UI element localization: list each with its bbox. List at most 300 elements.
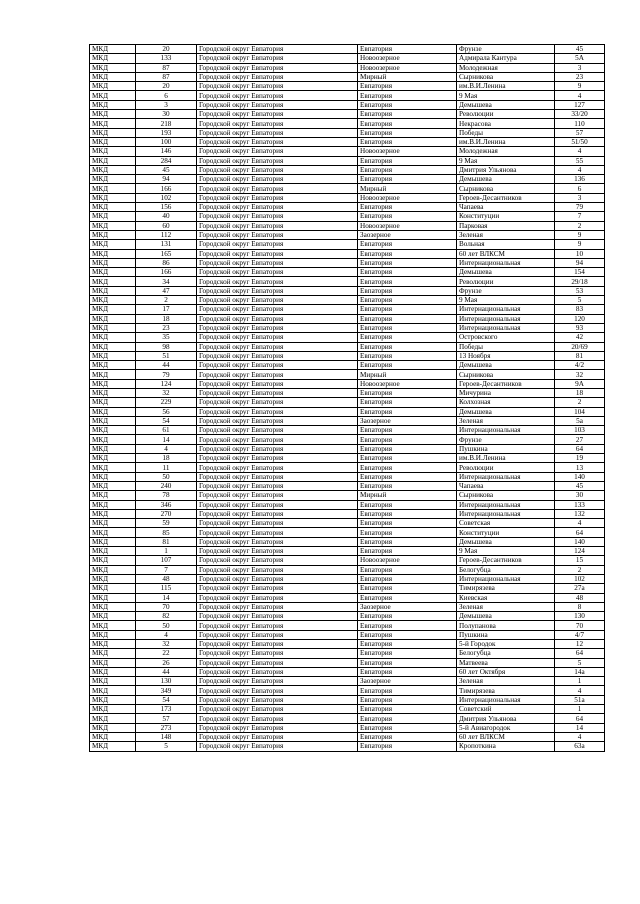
settlement-cell: Евпатория (358, 435, 457, 444)
table-row (90, 416, 605, 425)
district-cell: Городской округ Евпатория (197, 156, 358, 165)
table-row (90, 658, 605, 667)
house-number-cell: 9А (555, 379, 605, 388)
table-row (90, 723, 605, 732)
district-cell: Городской округ Евпатория (197, 314, 358, 323)
district-cell: Городской округ Евпатория (197, 240, 358, 249)
table-row (90, 519, 605, 528)
street-cell: Сырникова (457, 184, 555, 193)
table-row (90, 472, 605, 481)
house-number-cell: 5А (555, 54, 605, 63)
district-cell: Городской округ Евпатория (197, 388, 358, 397)
house-number-cell: 27 (555, 435, 605, 444)
settlement-cell: Евпатория (358, 286, 457, 295)
building-type-cell: МКД (90, 407, 136, 416)
table-row (90, 91, 605, 100)
street-cell: Советская (457, 519, 555, 528)
building-type-cell: МКД (90, 686, 136, 695)
house-number-cell: 20/69 (555, 342, 605, 351)
district-cell: Городской округ Евпатория (197, 100, 358, 109)
record-number-cell: 22 (136, 649, 197, 658)
building-type-cell: МКД (90, 82, 136, 91)
house-number-cell: 3 (555, 63, 605, 72)
building-type-cell: МКД (90, 119, 136, 128)
house-number-cell: 4 (555, 165, 605, 174)
settlement-cell: Новоозерное (358, 193, 457, 202)
district-cell: Городской округ Евпатория (197, 370, 358, 379)
building-type-cell: МКД (90, 537, 136, 546)
record-number-cell: 44 (136, 667, 197, 676)
record-number-cell: 44 (136, 361, 197, 370)
house-number-cell: 120 (555, 314, 605, 323)
table-row (90, 193, 605, 202)
street-cell: Дмитрия Ульянова (457, 165, 555, 174)
record-number-cell: 166 (136, 184, 197, 193)
building-type-cell: МКД (90, 230, 136, 239)
building-type-cell: МКД (90, 565, 136, 574)
table-row (90, 333, 605, 342)
house-number-cell: 140 (555, 472, 605, 481)
table-row (90, 454, 605, 463)
table-row (90, 593, 605, 602)
street-cell: Дмитрия Ульянова (457, 714, 555, 723)
house-number-cell: 93 (555, 323, 605, 332)
building-type-cell: МКД (90, 91, 136, 100)
settlement-cell: Евпатория (358, 175, 457, 184)
house-number-cell: 79 (555, 203, 605, 212)
house-number-cell: 55 (555, 156, 605, 165)
street-cell: 9 Мая (457, 91, 555, 100)
table-row (90, 82, 605, 91)
district-cell: Городской округ Евпатория (197, 128, 358, 137)
settlement-cell: Новоозерное (358, 556, 457, 565)
record-number-cell: 17 (136, 305, 197, 314)
record-number-cell: 240 (136, 481, 197, 490)
record-number-cell: 7 (136, 565, 197, 574)
settlement-cell: Евпатория (358, 574, 457, 583)
building-type-cell: МКД (90, 705, 136, 714)
street-cell: Молодежная (457, 63, 555, 72)
building-type-cell: МКД (90, 305, 136, 314)
house-number-cell: 103 (555, 426, 605, 435)
building-type-cell: МКД (90, 333, 136, 342)
house-number-cell: 5 (555, 296, 605, 305)
house-number-cell: 1 (555, 677, 605, 686)
district-cell: Городской округ Евпатория (197, 519, 358, 528)
building-type-cell: МКД (90, 491, 136, 500)
record-number-cell: 32 (136, 640, 197, 649)
record-number-cell: 20 (136, 82, 197, 91)
house-number-cell: 81 (555, 351, 605, 360)
record-number-cell: 79 (136, 370, 197, 379)
settlement-cell: Заозерное (358, 230, 457, 239)
street-cell: Зеленая (457, 602, 555, 611)
settlement-cell: Евпатория (358, 705, 457, 714)
district-cell: Городской округ Евпатория (197, 398, 358, 407)
table-row (90, 509, 605, 518)
street-cell: 9 Мая (457, 296, 555, 305)
district-cell: Городской округ Евпатория (197, 444, 358, 453)
building-type-cell: МКД (90, 221, 136, 230)
house-number-cell: 4 (555, 147, 605, 156)
district-cell: Городской округ Евпатория (197, 565, 358, 574)
settlement-cell: Евпатория (358, 398, 457, 407)
building-type-cell: МКД (90, 416, 136, 425)
street-cell: Интернациональная (457, 426, 555, 435)
settlement-cell: Евпатория (358, 481, 457, 490)
street-cell: Тимирязева (457, 686, 555, 695)
building-type-cell: МКД (90, 370, 136, 379)
house-number-cell: 14 (555, 723, 605, 732)
house-number-cell: 42 (555, 333, 605, 342)
district-cell: Городской округ Евпатория (197, 193, 358, 202)
table-row (90, 537, 605, 546)
table-row (90, 258, 605, 267)
house-number-cell: 132 (555, 509, 605, 518)
table-row (90, 463, 605, 472)
table-row (90, 323, 605, 332)
house-number-cell: 4 (555, 686, 605, 695)
street-cell: Победы (457, 128, 555, 137)
table-row (90, 426, 605, 435)
settlement-cell: Евпатория (358, 119, 457, 128)
house-number-cell: 51/50 (555, 137, 605, 146)
settlement-cell: Евпатория (358, 361, 457, 370)
settlement-cell: Новоозерное (358, 379, 457, 388)
table-row (90, 54, 605, 63)
record-number-cell: 86 (136, 258, 197, 267)
record-number-cell: 11 (136, 463, 197, 472)
district-cell: Городской округ Евпатория (197, 547, 358, 556)
building-type-cell: МКД (90, 463, 136, 472)
record-number-cell: 48 (136, 574, 197, 583)
building-type-cell: МКД (90, 723, 136, 732)
district-cell: Городской округ Евпатория (197, 119, 358, 128)
street-cell: Советский (457, 705, 555, 714)
street-cell: Зеленая (457, 230, 555, 239)
house-number-cell: 14а (555, 667, 605, 676)
house-number-cell: 45 (555, 481, 605, 490)
settlement-cell: Евпатория (358, 463, 457, 472)
street-cell: Демышева (457, 361, 555, 370)
house-number-cell: 127 (555, 100, 605, 109)
record-number-cell: 115 (136, 584, 197, 593)
house-number-cell: 2 (555, 565, 605, 574)
district-cell: Городской округ Евпатория (197, 277, 358, 286)
district-cell: Городской округ Евпатория (197, 258, 358, 267)
building-type-cell: МКД (90, 640, 136, 649)
settlement-cell: Заозерное (358, 416, 457, 425)
building-type-cell: МКД (90, 110, 136, 119)
record-number-cell: 4 (136, 630, 197, 639)
table-row (90, 119, 605, 128)
record-number-cell: 2 (136, 296, 197, 305)
district-cell: Городской округ Евпатория (197, 593, 358, 602)
district-cell: Городской округ Евпатория (197, 351, 358, 360)
record-number-cell: 6 (136, 91, 197, 100)
table-row (90, 230, 605, 239)
house-number-cell: 57 (555, 128, 605, 137)
street-cell: Матвеева (457, 658, 555, 667)
building-type-cell: МКД (90, 714, 136, 723)
table-row (90, 351, 605, 360)
table-row (90, 435, 605, 444)
street-cell: Интернациональная (457, 472, 555, 481)
table-row (90, 63, 605, 72)
street-cell: 5-й Городок (457, 640, 555, 649)
building-type-cell: МКД (90, 500, 136, 509)
house-number-cell: 9 (555, 230, 605, 239)
record-number-cell: 273 (136, 723, 197, 732)
district-cell: Городской округ Евпатория (197, 203, 358, 212)
table-row (90, 147, 605, 156)
table-row (90, 714, 605, 723)
record-number-cell: 100 (136, 137, 197, 146)
street-cell: Интернациональная (457, 314, 555, 323)
settlement-cell: Евпатория (358, 258, 457, 267)
building-type-cell: МКД (90, 268, 136, 277)
record-number-cell: 107 (136, 556, 197, 565)
record-number-cell: 349 (136, 686, 197, 695)
building-type-cell: МКД (90, 128, 136, 137)
house-number-cell: 9 (555, 82, 605, 91)
table-row (90, 705, 605, 714)
settlement-cell: Евпатория (358, 500, 457, 509)
record-number-cell: 193 (136, 128, 197, 137)
building-type-cell: МКД (90, 351, 136, 360)
house-number-cell: 32 (555, 370, 605, 379)
settlement-cell: Евпатория (358, 695, 457, 704)
district-cell: Городской округ Евпатория (197, 333, 358, 342)
building-type-cell: МКД (90, 286, 136, 295)
street-cell: Островского (457, 333, 555, 342)
house-number-cell: 70 (555, 621, 605, 630)
table-row (90, 388, 605, 397)
table-body (90, 45, 605, 752)
street-cell: Революции (457, 463, 555, 472)
table-row (90, 695, 605, 704)
table-row (90, 444, 605, 453)
table-row (90, 128, 605, 137)
house-number-cell: 63а (555, 742, 605, 751)
building-type-cell: МКД (90, 574, 136, 583)
record-number-cell: 54 (136, 416, 197, 425)
house-number-cell: 133 (555, 500, 605, 509)
settlement-cell: Евпатория (358, 426, 457, 435)
building-type-cell: МКД (90, 426, 136, 435)
record-number-cell: 85 (136, 528, 197, 537)
record-number-cell: 61 (136, 426, 197, 435)
settlement-cell: Евпатория (358, 296, 457, 305)
district-cell: Городской округ Евпатория (197, 481, 358, 490)
table-row (90, 649, 605, 658)
table-row (90, 175, 605, 184)
record-number-cell: 146 (136, 147, 197, 156)
street-cell: 60 лет Октября (457, 667, 555, 676)
district-cell: Городской округ Евпатория (197, 667, 358, 676)
table-row (90, 296, 605, 305)
settlement-cell: Новоозерное (358, 221, 457, 230)
district-cell: Городской округ Евпатория (197, 426, 358, 435)
district-cell: Городской округ Евпатория (197, 732, 358, 741)
record-number-cell: 45 (136, 165, 197, 174)
building-type-cell: МКД (90, 361, 136, 370)
table-row (90, 742, 605, 751)
district-cell: Городской округ Евпатория (197, 556, 358, 565)
table-row (90, 156, 605, 165)
settlement-cell: Евпатория (358, 509, 457, 518)
record-number-cell: 133 (136, 54, 197, 63)
building-type-cell: МКД (90, 667, 136, 676)
record-number-cell: 156 (136, 203, 197, 212)
settlement-cell: Мирный (358, 370, 457, 379)
building-type-cell: МКД (90, 54, 136, 63)
street-cell: Победы (457, 342, 555, 351)
building-type-cell: МКД (90, 621, 136, 630)
table-row (90, 110, 605, 119)
record-number-cell: 50 (136, 621, 197, 630)
district-cell: Городской округ Евпатория (197, 528, 358, 537)
street-cell: Демышева (457, 100, 555, 109)
record-number-cell: 78 (136, 491, 197, 500)
settlement-cell: Заозерное (358, 602, 457, 611)
record-number-cell: 23 (136, 323, 197, 332)
record-number-cell: 112 (136, 230, 197, 239)
building-type-cell: МКД (90, 481, 136, 490)
building-type-cell: МКД (90, 547, 136, 556)
settlement-cell: Мирный (358, 491, 457, 500)
record-number-cell: 20 (136, 45, 197, 54)
building-type-cell: МКД (90, 602, 136, 611)
street-cell: Демышева (457, 268, 555, 277)
settlement-cell: Евпатория (358, 305, 457, 314)
house-number-cell: 18 (555, 388, 605, 397)
house-number-cell: 27а (555, 584, 605, 593)
settlement-cell: Евпатория (358, 649, 457, 658)
settlement-cell: Евпатория (358, 156, 457, 165)
table-row (90, 379, 605, 388)
district-cell: Городской округ Евпатория (197, 379, 358, 388)
street-cell: им.В.И.Ленина (457, 454, 555, 463)
street-cell: Зеленая (457, 416, 555, 425)
building-type-cell: МКД (90, 742, 136, 751)
district-cell: Городской округ Евпатория (197, 509, 358, 518)
house-number-cell: 104 (555, 407, 605, 416)
street-cell: Демышева (457, 612, 555, 621)
record-number-cell: 18 (136, 314, 197, 323)
settlement-cell: Евпатория (358, 528, 457, 537)
building-type-cell: МКД (90, 612, 136, 621)
building-type-cell: МКД (90, 732, 136, 741)
district-cell: Городской округ Евпатория (197, 54, 358, 63)
table-row (90, 165, 605, 174)
building-type-cell: МКД (90, 519, 136, 528)
street-cell: им.В.И.Ленина (457, 82, 555, 91)
street-cell: Конституции (457, 528, 555, 537)
record-number-cell: 5 (136, 742, 197, 751)
street-cell: Пушкина (457, 630, 555, 639)
street-cell: 60 лет ВЛКСМ (457, 732, 555, 741)
house-number-cell: 102 (555, 574, 605, 583)
building-type-cell: МКД (90, 509, 136, 518)
settlement-cell: Евпатория (358, 323, 457, 332)
settlement-cell: Евпатория (358, 732, 457, 741)
table-row (90, 45, 605, 54)
street-cell: Кропоткина (457, 742, 555, 751)
house-number-cell: 4 (555, 519, 605, 528)
settlement-cell: Евпатория (358, 212, 457, 221)
building-type-cell: МКД (90, 342, 136, 351)
settlement-cell: Евпатория (358, 268, 457, 277)
house-number-cell: 4/7 (555, 630, 605, 639)
house-number-cell: 154 (555, 268, 605, 277)
house-number-cell: 4/2 (555, 361, 605, 370)
street-cell: Белогубца (457, 649, 555, 658)
settlement-cell: Новоозерное (358, 54, 457, 63)
table-row (90, 277, 605, 286)
table-row (90, 72, 605, 81)
record-number-cell: 87 (136, 63, 197, 72)
record-number-cell: 165 (136, 249, 197, 258)
building-type-cell: МКД (90, 249, 136, 258)
building-type-cell: МКД (90, 528, 136, 537)
table-row (90, 621, 605, 630)
record-number-cell: 56 (136, 407, 197, 416)
record-number-cell: 47 (136, 286, 197, 295)
house-number-cell: 4 (555, 91, 605, 100)
table-row (90, 677, 605, 686)
settlement-cell: Евпатория (358, 658, 457, 667)
record-number-cell: 284 (136, 156, 197, 165)
district-cell: Городской округ Евпатория (197, 175, 358, 184)
street-cell: Мичурина (457, 388, 555, 397)
settlement-cell: Евпатория (358, 100, 457, 109)
street-cell: 60 лет ВЛКСМ (457, 249, 555, 258)
document-page (89, 44, 604, 752)
district-cell: Городской округ Евпатория (197, 630, 358, 639)
settlement-cell: Евпатория (358, 388, 457, 397)
building-type-cell: МКД (90, 137, 136, 146)
settlement-cell: Евпатория (358, 630, 457, 639)
street-cell: Молодежная (457, 147, 555, 156)
street-cell: Чапаева (457, 481, 555, 490)
housing-registry-table (89, 44, 605, 752)
building-type-cell: МКД (90, 193, 136, 202)
building-type-cell: МКД (90, 454, 136, 463)
street-cell: Белогубца (457, 565, 555, 574)
street-cell: Зеленая (457, 677, 555, 686)
street-cell: Тимирязева (457, 584, 555, 593)
record-number-cell: 59 (136, 519, 197, 528)
table-row (90, 481, 605, 490)
record-number-cell: 82 (136, 612, 197, 621)
street-cell: Интернациональная (457, 305, 555, 314)
district-cell: Городской округ Евпатория (197, 165, 358, 174)
settlement-cell: Евпатория (358, 612, 457, 621)
district-cell: Городской округ Евпатория (197, 305, 358, 314)
record-number-cell: 218 (136, 119, 197, 128)
house-number-cell: 7 (555, 212, 605, 221)
district-cell: Городской округ Евпатория (197, 147, 358, 156)
district-cell: Городской округ Евпатория (197, 323, 358, 332)
settlement-cell: Евпатория (358, 593, 457, 602)
settlement-cell: Евпатория (358, 407, 457, 416)
district-cell: Городской округ Евпатория (197, 602, 358, 611)
street-cell: Героев-Десантников (457, 193, 555, 202)
settlement-cell: Евпатория (358, 137, 457, 146)
house-number-cell: 94 (555, 258, 605, 267)
table-row (90, 398, 605, 407)
